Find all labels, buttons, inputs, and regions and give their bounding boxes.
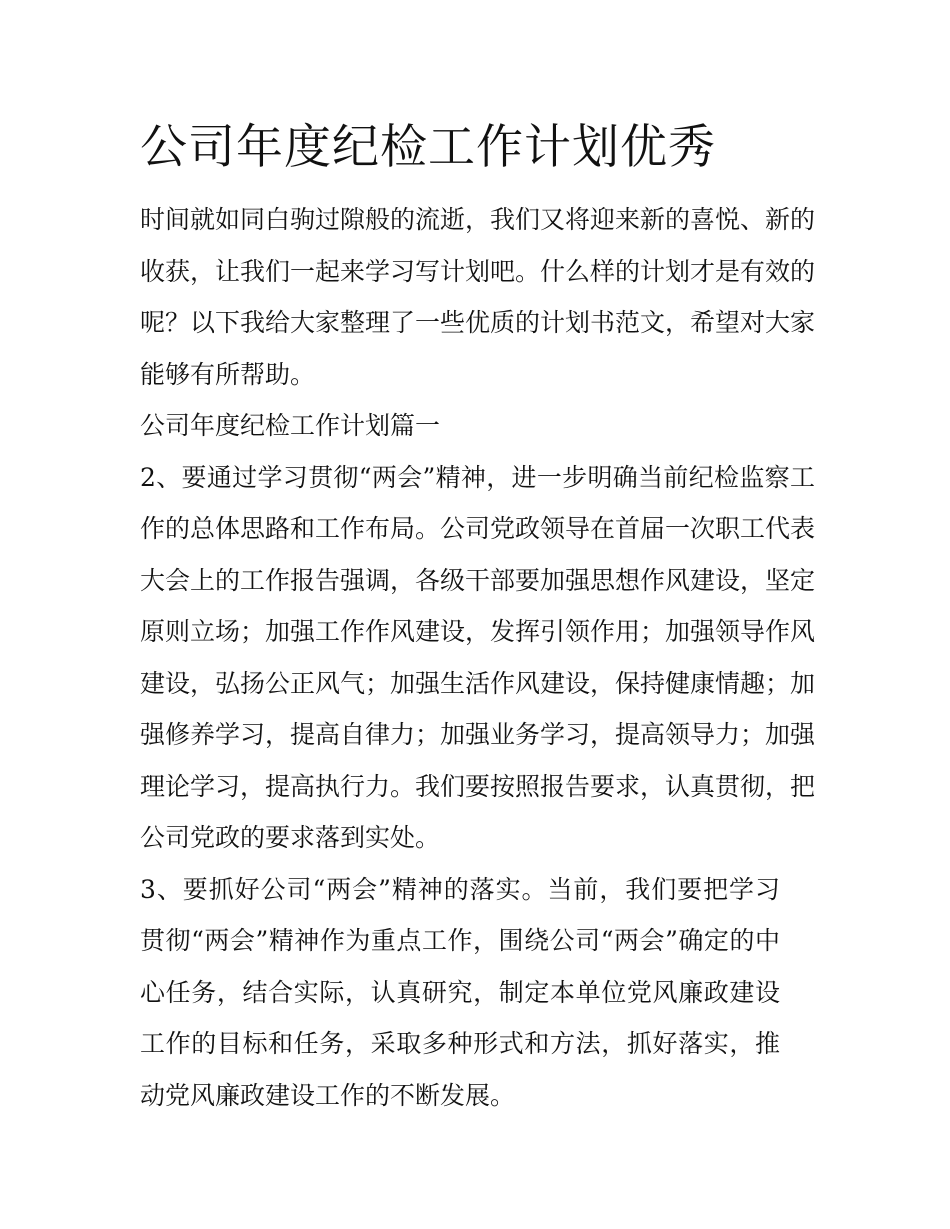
section-heading: 公司年度纪检工作计划篇一: [140, 411, 441, 440]
document-title: 公司年度纪检工作计划优秀: [140, 120, 716, 175]
document-body: [140, 112, 815, 1121]
paragraph-item-2: 2、要通过学习贯彻“两会”精神，进一步明确当前纪检监察工作的总体思路和工作布局。公司党政领导在首届一次职工代表大会上的工作报告强调，各级干部要加强思想作风建设，坚定原则立场；加强工作作风建设，发挥引领作用；加强领导作风建设，弘扬公正风气；加强生活作风建设，保持健康情趣；加强修养学习，提高自律力；加强业务学习，提高领导力；加强理论学习，提高执行力。我们要按照报告要求，认真贯彻，把公司党政的要求落到实处。: [140, 462, 816, 852]
paragraph-item-3: 3、要抓好公司“两会”精神的落实。当前，我们要把学习贯彻“两会”精神作为重点工作，围绕公司“两会”确定的中心任务，结合实际，认真研究，制定本单位党风廉政建设工作的目标和任务，采取多种形式和方法，抓好落实，推动党风廉政建设工作的不断发展。: [140, 874, 780, 1110]
intro-paragraph: 时间就如同白驹过隙般的流逝，我们又将迎来新的喜悦、新的收获，让我们一起来学习写计划吧。什么样的计划才是有效的呢？以下我给大家整理了一些优质的计划书范文，希望对大家能够有所帮助。: [140, 205, 816, 389]
